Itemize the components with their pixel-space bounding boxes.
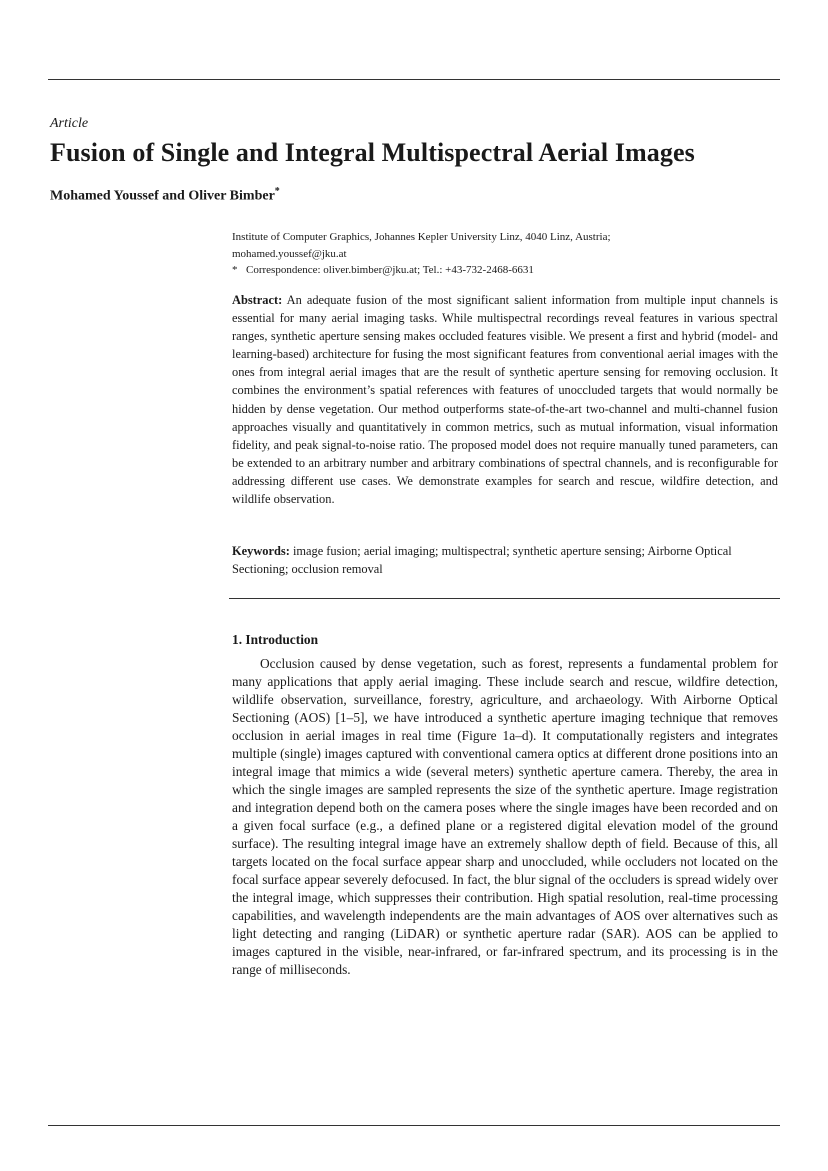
- section-divider: [229, 598, 780, 599]
- author-marks: *: [274, 186, 280, 197]
- section-heading: 1. Introduction: [232, 632, 319, 647]
- author-list: [50, 186, 280, 205]
- keywords-text: image fusion; aerial imaging; multispectral; synthetic aperture sensing; Airborne Optical Sectioning; occlusion removal: [232, 544, 732, 577]
- bottom-divider: [48, 1125, 780, 1126]
- correspondence-text: Correspondence: oliver.bimber@jku.at; Tel.: +43-732-2468-6631: [246, 264, 534, 276]
- institute-line: Institute of Computer Graphics, Johannes Kepler University Linz, 4040 Linz, Austria;: [232, 231, 611, 243]
- keywords-label: Keywords:: [232, 544, 290, 558]
- abstract-text: An adequate fusion of the most significant salient information from multiple input channels is essential for many aerial imaging tasks. While multispectral recordings reveal features in various spectral ranges, synthetic aperture sensing makes occluded features visible. We present a first and hybrid (model- and learning-based) architecture for fusing the most significant features from conventional aerial images with the ones from integral aerial images that are the result of synthetic aperture sensing for removing occlusion. It combines the environment’s spatial references with features of unoccluded targets that would normally be hidden by dense vegetation. Our method outperforms state-of-the-art two-channel and multi-channel fusion approaches visually and quantitatively in common metrics, such as mutual information, visual information fidelity, and peak signal-to-noise ratio. The proposed model does not require manually tuned parameters, can be extended to an arbitrary number and arbitrary combinations of spectral channels, and is reconfigurable for addressing different use cases. We demonstrate examples for search and rescue, wildfire detection, and wildlife observation.: [232, 293, 778, 507]
- author-email[interactable]: mohamed.youssef@jku.at: [232, 247, 347, 260]
- affiliation-block: [232, 229, 780, 279]
- top-divider: [48, 79, 780, 80]
- keywords: [232, 542, 778, 578]
- abstract-label: Abstract:: [232, 293, 283, 307]
- abstract: [232, 291, 778, 508]
- correspondence-star: *: [232, 264, 238, 276]
- paper-title: Fusion of Single and Integral Multispectral Aerial Images: [50, 138, 695, 167]
- intro-paragraph: Occlusion caused by dense vegetation, such as forest, represents a fundamental problem for many applications that apply aerial imaging. These include search and rescue, wildfire detection, wildlife observation, surveillance, forestry, agriculture, and archaeology. With Airborne Optical Sectioning (AOS) [1–5], we have introduced a synthetic aperture imaging technique that removes occlusion in aerial images in real time (Figure 1a–d). It computationally registers and integrates multiple (single) images captured with conventional camera optics at different drone positions into an integral image that mimics a wide (several meters) synthetic aperture camera. Thereby, the area in which the single images are sampled represents the size of the synthetic aperture. Image registration and integration depend both on the camera poses where the single images have been recorded and on a given focal surface (e.g., a defined plane or a registered digital elevation model of the ground surface). The resulting integral image have an extremely shallow depth of field. Because of this, all targets located on the focal surface appear sharp and unoccluded, while occluders not located on the focal surface appear severely defocused. In fact, the blur signal of the occluders is spread widely over the integral image, which suppresses their contribution. High spatial resolution, real-time processing capabilities, and wavelength independents are the main advantages of AOS over alternatives such as light detecting and ranging (LiDAR) or synthetic aperture radar (SAR). AOS can be applied to images captured in the visible, near-infrared, or far-infrared spectrum, and its processing is in the range of milliseconds.: [232, 656, 778, 977]
- article-type-label: Article: [50, 116, 89, 131]
- author-names: Mohamed Youssef and Oliver Bimber: [50, 188, 275, 204]
- correspondence-line: [232, 262, 780, 279]
